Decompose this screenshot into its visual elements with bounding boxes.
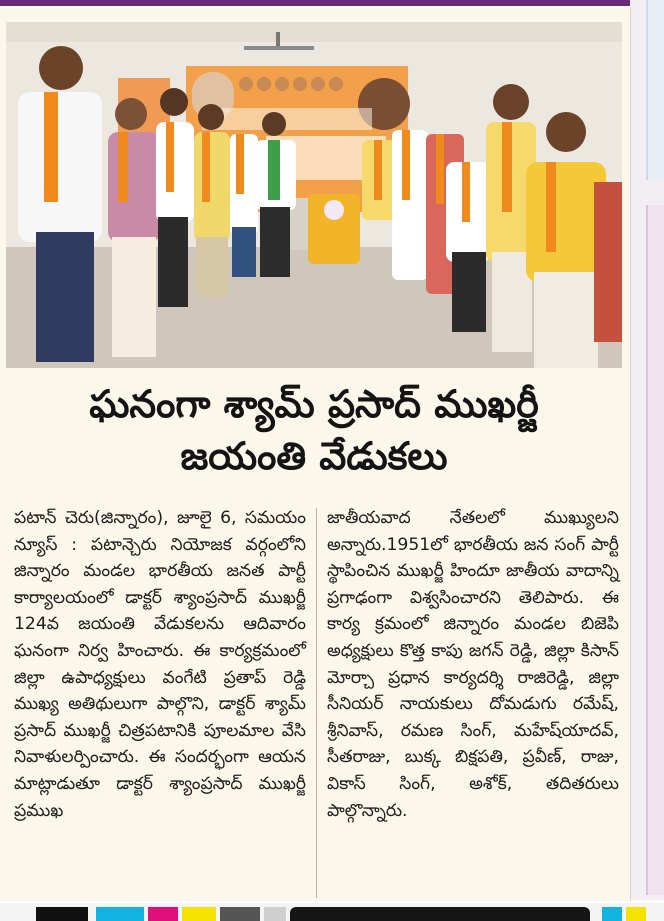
registration-swatch xyxy=(148,907,178,921)
registration-swatch xyxy=(626,907,646,921)
group-photo xyxy=(6,22,622,368)
headline-line-2: జయంతి వేడుకలు xyxy=(180,434,448,478)
adjacent-article-strip xyxy=(646,205,664,895)
adjacent-column-edge xyxy=(630,0,664,900)
registration-swatch xyxy=(36,907,88,921)
registration-swatch xyxy=(602,907,622,921)
body-text-right-column: జాతీయవాద నేతలలో ముఖ్యులని అన్నారు.1951లో భారతీయ జన సంగ్ పార్టీ స్థాపించిన ముఖర్జీ హిందూ జాతీయ వాదాన్ని ప్రగాఢంగా విశ్వసించారని తెలిపారు. ఈ కార్య క్రమంలో జిన్నారం మండల బిజెపి అధ్యక్షులు కొత్త కాపు జగన్ రెడ్డి, జిల్లా కిసాన్ మోర్చా ప్రధాన కార్యదర్శి రాజిరెడ్డి, జిల్లా సీనియర్ నాయకులు దోమడుగు రమేష్, శ్రీనివాస్, రమణ సింగ్, మహేష్‌యాదవ్, సీతరాజు, బుక్క బిక్షపతి, ప్రవీణ్, రాజు, వికాస్ సింగ్, అశోక్, తదితరులు పాల్గొన్నారు. xyxy=(327,508,619,821)
registration-swatch xyxy=(96,907,144,921)
column-divider xyxy=(316,508,317,898)
registration-swatch xyxy=(264,907,286,921)
print-color-registration-bar xyxy=(0,903,664,921)
adjacent-article-strip xyxy=(646,0,664,180)
group-photo-image xyxy=(6,22,622,368)
news-article xyxy=(0,8,631,901)
body-text-left-column: పటాన్ చెరు(జిన్నారం), జూలై 6, సమయం న్యూస్ : పటాన్చెరు నియోజక వర్గంలోని జిన్నారం మండల భారతీయ జనత పార్టీ కార్యాలయంలో డాక్టర్ శ్యాంప్రసాద్ ముఖర్జీ 124వ జయంతి వేడుకలను ఆదివారం ఘనంగా నిర్వ హించారు. ఈ కార్యక్రమంలో జిల్లా ఉపాధ్యక్షులు వంగేటి ప్రతాప్ రెడ్డి ముఖ్య అతిథులుగా పాల్గొని, డాక్టర్ శ్యామ్ ప్రసాద్ ముఖర్జీ చిత్రపటానికి పూలమాల వేసి నివాళులర్పించారు. ఈ సందర్భంగా ఆయన మాట్లాడుతూ డాక్టర్ శ్యాంప్రసాద్ ముఖర్జీ ప్రముఖ xyxy=(14,508,306,821)
headline-line-1: ఘనంగా శ్యామ్ ప్రసాద్ ముఖర్జీ xyxy=(89,382,539,426)
top-rule xyxy=(0,0,630,6)
registration-swatch xyxy=(290,907,590,921)
headline xyxy=(6,378,622,482)
registration-swatch xyxy=(182,907,216,921)
registration-swatch xyxy=(220,907,260,921)
